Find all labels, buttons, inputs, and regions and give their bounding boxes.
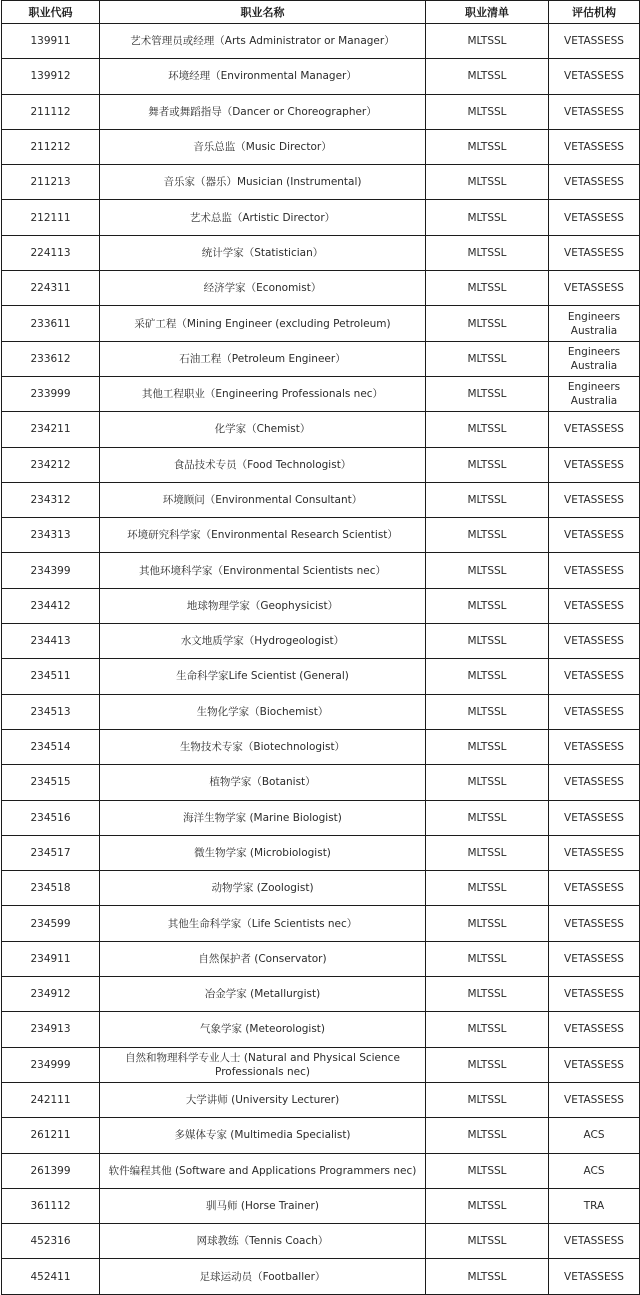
occupation-code-cell: 234913 bbox=[2, 1012, 100, 1047]
assessing-authority-cell: VETASSESS bbox=[549, 271, 640, 306]
table-row bbox=[2, 553, 640, 588]
occupation-list-cell: MLTSSL bbox=[426, 871, 549, 906]
occupation-name-cell: 其他工程职业（Engineering Professionals nec） bbox=[100, 376, 426, 411]
table-row bbox=[2, 659, 640, 694]
occupation-list-cell: MLTSSL bbox=[426, 835, 549, 870]
assessing-authority-cell: VETASSESS bbox=[549, 94, 640, 129]
occupation-name-cell: 自然保护者 (Conservator) bbox=[100, 941, 426, 976]
occupation-list-cell: MLTSSL bbox=[426, 376, 549, 411]
occupation-list-cell: MLTSSL bbox=[426, 977, 549, 1012]
assessing-authority-cell: VETASSESS bbox=[549, 977, 640, 1012]
table-row bbox=[2, 129, 640, 164]
assessing-authority-cell: VETASSESS bbox=[549, 659, 640, 694]
occupation-list-cell: MLTSSL bbox=[426, 200, 549, 235]
table-row bbox=[2, 624, 640, 659]
occupation-name-cell: 软件编程其他 (Software and Applications Programmers nec) bbox=[100, 1153, 426, 1188]
header-occupation-name: 职业名称 bbox=[100, 1, 426, 24]
table-row bbox=[2, 1259, 640, 1294]
occupation-list-cell: MLTSSL bbox=[426, 694, 549, 729]
occupation-name-cell: 环境顾问（Environmental Consultant） bbox=[100, 482, 426, 517]
assessing-authority-cell: VETASSESS bbox=[549, 1047, 640, 1082]
table-row bbox=[2, 977, 640, 1012]
occupation-code-cell: 234313 bbox=[2, 518, 100, 553]
occupation-name-cell: 植物学家（Botanist） bbox=[100, 765, 426, 800]
table-row bbox=[2, 1012, 640, 1047]
assessing-authority-cell: Engineers Australia bbox=[549, 306, 640, 341]
occupation-list-cell: MLTSSL bbox=[426, 482, 549, 517]
table-row bbox=[2, 235, 640, 270]
occupation-list-cell: MLTSSL bbox=[426, 906, 549, 941]
header-occupation-list: 职业清单 bbox=[426, 1, 549, 24]
occupation-code-cell: 234912 bbox=[2, 977, 100, 1012]
occupation-name-cell: 地球物理学家（Geophysicist） bbox=[100, 588, 426, 623]
table-row bbox=[2, 94, 640, 129]
occupation-list-cell: MLTSSL bbox=[426, 271, 549, 306]
occupation-code-cell: 452411 bbox=[2, 1259, 100, 1294]
assessing-authority-cell: VETASSESS bbox=[549, 518, 640, 553]
assessing-authority-cell: VETASSESS bbox=[549, 871, 640, 906]
occupation-code-cell: 234517 bbox=[2, 835, 100, 870]
table-row bbox=[2, 835, 640, 870]
occupation-code-cell: 211212 bbox=[2, 129, 100, 164]
table-row bbox=[2, 376, 640, 411]
occupation-list-cell: MLTSSL bbox=[426, 447, 549, 482]
occupation-list-cell: MLTSSL bbox=[426, 129, 549, 164]
table-row bbox=[2, 694, 640, 729]
occupation-name-cell: 艺术管理员或经理（Arts Administrator or Manager） bbox=[100, 24, 426, 59]
assessing-authority-cell: Engineers Australia bbox=[549, 341, 640, 376]
occupation-list-cell: MLTSSL bbox=[426, 24, 549, 59]
header-occupation-code: 职业代码 bbox=[2, 1, 100, 24]
table-row bbox=[2, 482, 640, 517]
table-row bbox=[2, 765, 640, 800]
occupation-code-cell: 234513 bbox=[2, 694, 100, 729]
assessing-authority-cell: VETASSESS bbox=[549, 59, 640, 94]
occupation-name-cell: 冶金学家 (Metallurgist) bbox=[100, 977, 426, 1012]
assessing-authority-cell: VETASSESS bbox=[549, 624, 640, 659]
occupation-list-cell: MLTSSL bbox=[426, 1153, 549, 1188]
occupation-name-cell: 石油工程（Petroleum Engineer） bbox=[100, 341, 426, 376]
table-row bbox=[2, 412, 640, 447]
occupation-name-cell: 自然和物理科学专业人士 (Natural and Physical Science Professionals nec) bbox=[100, 1047, 426, 1082]
occupation-name-cell: 大学讲师 (University Lecturer) bbox=[100, 1082, 426, 1117]
occupation-list-cell: MLTSSL bbox=[426, 624, 549, 659]
header-assessing-authority: 评估机构 bbox=[549, 1, 640, 24]
occupation-list-cell: MLTSSL bbox=[426, 1188, 549, 1223]
assessing-authority-cell: VETASSESS bbox=[549, 941, 640, 976]
occupation-code-cell: 234413 bbox=[2, 624, 100, 659]
occupation-list-cell: MLTSSL bbox=[426, 1224, 549, 1259]
occupation-name-cell: 足球运动员（Footballer） bbox=[100, 1259, 426, 1294]
occupation-code-cell: 234599 bbox=[2, 906, 100, 941]
assessing-authority-cell: VETASSESS bbox=[549, 1082, 640, 1117]
table-row bbox=[2, 200, 640, 235]
table-row bbox=[2, 24, 640, 59]
assessing-authority-cell: VETASSESS bbox=[549, 906, 640, 941]
occupation-code-cell: 234518 bbox=[2, 871, 100, 906]
occupation-code-cell: 452316 bbox=[2, 1224, 100, 1259]
occupation-list-cell: MLTSSL bbox=[426, 165, 549, 200]
occupation-list-cell: MLTSSL bbox=[426, 765, 549, 800]
occupation-code-cell: 261211 bbox=[2, 1118, 100, 1153]
occupation-code-cell: 233612 bbox=[2, 341, 100, 376]
occupation-code-cell: 234412 bbox=[2, 588, 100, 623]
occupation-name-cell: 驯马师 (Horse Trainer) bbox=[100, 1188, 426, 1223]
occupation-list-cell: MLTSSL bbox=[426, 659, 549, 694]
occupation-list-cell: MLTSSL bbox=[426, 588, 549, 623]
occupation-name-cell: 微生物学家 (Microbiologist) bbox=[100, 835, 426, 870]
occupation-name-cell: 舞者或舞蹈指导（Dancer or Choreographer） bbox=[100, 94, 426, 129]
occupation-list-cell: MLTSSL bbox=[426, 306, 549, 341]
table-row bbox=[2, 1047, 640, 1082]
assessing-authority-cell: ACS bbox=[549, 1153, 640, 1188]
assessing-authority-cell: VETASSESS bbox=[549, 835, 640, 870]
assessing-authority-cell: VETASSESS bbox=[549, 553, 640, 588]
occupation-list-cell: MLTSSL bbox=[426, 1082, 549, 1117]
occupation-code-cell: 211112 bbox=[2, 94, 100, 129]
table-row bbox=[2, 306, 640, 341]
table-row bbox=[2, 729, 640, 764]
table-row bbox=[2, 906, 640, 941]
occupation-list-cell: MLTSSL bbox=[426, 1259, 549, 1294]
occupation-code-cell: 224311 bbox=[2, 271, 100, 306]
table-row bbox=[2, 165, 640, 200]
occupation-code-cell: 233999 bbox=[2, 376, 100, 411]
occupation-name-cell: 动物学家 (Zoologist) bbox=[100, 871, 426, 906]
occupation-name-cell: 环境经理（Environmental Manager） bbox=[100, 59, 426, 94]
occupation-list-cell: MLTSSL bbox=[426, 1047, 549, 1082]
table-row bbox=[2, 871, 640, 906]
occupation-code-cell: 234516 bbox=[2, 800, 100, 835]
occupation-name-cell: 多媒体专家 (Multimedia Specialist) bbox=[100, 1118, 426, 1153]
occupation-code-cell: 234399 bbox=[2, 553, 100, 588]
occupation-code-cell: 242111 bbox=[2, 1082, 100, 1117]
occupation-code-cell: 361112 bbox=[2, 1188, 100, 1223]
occupation-name-cell: 生物技术专家（Biotechnologist） bbox=[100, 729, 426, 764]
occupation-name-cell: 音乐家（器乐）Musician (Instrumental) bbox=[100, 165, 426, 200]
table-row bbox=[2, 1118, 640, 1153]
occupation-list-cell: MLTSSL bbox=[426, 800, 549, 835]
assessing-authority-cell: Engineers Australia bbox=[549, 376, 640, 411]
occupation-code-cell: 224113 bbox=[2, 235, 100, 270]
occupation-code-cell: 234999 bbox=[2, 1047, 100, 1082]
assessing-authority-cell: VETASSESS bbox=[549, 129, 640, 164]
occupation-name-cell: 其他生命科学家（Life Scientists nec） bbox=[100, 906, 426, 941]
occupation-name-cell: 经济学家（Economist） bbox=[100, 271, 426, 306]
assessing-authority-cell: VETASSESS bbox=[549, 800, 640, 835]
occupation-name-cell: 海洋生物学家 (Marine Biologist) bbox=[100, 800, 426, 835]
occupation-code-cell: 234514 bbox=[2, 729, 100, 764]
occupation-name-cell: 环境研究科学家（Environmental Research Scientist） bbox=[100, 518, 426, 553]
occupation-table bbox=[1, 0, 640, 1295]
assessing-authority-cell: VETASSESS bbox=[549, 200, 640, 235]
table-row bbox=[2, 1224, 640, 1259]
occupation-list-cell: MLTSSL bbox=[426, 553, 549, 588]
occupation-list-cell: MLTSSL bbox=[426, 729, 549, 764]
occupation-code-cell: 139912 bbox=[2, 59, 100, 94]
occupation-name-cell: 化学家（Chemist） bbox=[100, 412, 426, 447]
occupation-name-cell: 艺术总监（Artistic Director） bbox=[100, 200, 426, 235]
occupation-name-cell: 食品技术专员（Food Technologist） bbox=[100, 447, 426, 482]
assessing-authority-cell: VETASSESS bbox=[549, 1224, 640, 1259]
table-header-row bbox=[2, 1, 640, 24]
assessing-authority-cell: VETASSESS bbox=[549, 24, 640, 59]
occupation-name-cell: 生命科学家Life Scientist (General) bbox=[100, 659, 426, 694]
assessing-authority-cell: VETASSESS bbox=[549, 412, 640, 447]
occupation-list-cell: MLTSSL bbox=[426, 59, 549, 94]
table-row bbox=[2, 800, 640, 835]
occupation-code-cell: 261399 bbox=[2, 1153, 100, 1188]
occupation-list-cell: MLTSSL bbox=[426, 1012, 549, 1047]
occupation-name-cell: 其他环境科学家（Environmental Scientists nec） bbox=[100, 553, 426, 588]
assessing-authority-cell: TRA bbox=[549, 1188, 640, 1223]
table-row bbox=[2, 588, 640, 623]
occupation-name-cell: 统计学家（Statistician） bbox=[100, 235, 426, 270]
table-row bbox=[2, 447, 640, 482]
occupation-list-cell: MLTSSL bbox=[426, 235, 549, 270]
occupation-code-cell: 212111 bbox=[2, 200, 100, 235]
assessing-authority-cell: VETASSESS bbox=[549, 165, 640, 200]
occupation-code-cell: 139911 bbox=[2, 24, 100, 59]
assessing-authority-cell: VETASSESS bbox=[549, 765, 640, 800]
assessing-authority-cell: VETASSESS bbox=[549, 1012, 640, 1047]
table-row bbox=[2, 271, 640, 306]
occupation-name-cell: 网球教练（Tennis Coach） bbox=[100, 1224, 426, 1259]
occupation-code-cell: 211213 bbox=[2, 165, 100, 200]
occupation-name-cell: 气象学家 (Meteorologist) bbox=[100, 1012, 426, 1047]
assessing-authority-cell: VETASSESS bbox=[549, 482, 640, 517]
occupation-list-cell: MLTSSL bbox=[426, 341, 549, 376]
occupation-code-cell: 234911 bbox=[2, 941, 100, 976]
table-body bbox=[2, 24, 640, 1295]
table-row bbox=[2, 1188, 640, 1223]
assessing-authority-cell: VETASSESS bbox=[549, 1259, 640, 1294]
assessing-authority-cell: VETASSESS bbox=[549, 235, 640, 270]
occupation-code-cell: 234211 bbox=[2, 412, 100, 447]
table-row bbox=[2, 941, 640, 976]
occupation-code-cell: 234212 bbox=[2, 447, 100, 482]
occupation-name-cell: 生物化学家（Biochemist） bbox=[100, 694, 426, 729]
occupation-code-cell: 233611 bbox=[2, 306, 100, 341]
assessing-authority-cell: VETASSESS bbox=[549, 447, 640, 482]
occupation-name-cell: 音乐总监（Music Director） bbox=[100, 129, 426, 164]
occupation-code-cell: 234515 bbox=[2, 765, 100, 800]
table-row bbox=[2, 341, 640, 376]
occupation-code-cell: 234312 bbox=[2, 482, 100, 517]
occupation-name-cell: 水文地质学家（Hydrogeologist） bbox=[100, 624, 426, 659]
occupation-list-cell: MLTSSL bbox=[426, 941, 549, 976]
assessing-authority-cell: ACS bbox=[549, 1118, 640, 1153]
occupation-list-cell: MLTSSL bbox=[426, 412, 549, 447]
assessing-authority-cell: VETASSESS bbox=[549, 588, 640, 623]
table-row bbox=[2, 518, 640, 553]
occupation-list-cell: MLTSSL bbox=[426, 94, 549, 129]
table-row bbox=[2, 1082, 640, 1117]
occupation-list-cell: MLTSSL bbox=[426, 518, 549, 553]
assessing-authority-cell: VETASSESS bbox=[549, 729, 640, 764]
table-row bbox=[2, 1153, 640, 1188]
table-row bbox=[2, 59, 640, 94]
occupation-name-cell: 采矿工程（Mining Engineer (excluding Petroleum) bbox=[100, 306, 426, 341]
occupation-list-cell: MLTSSL bbox=[426, 1118, 549, 1153]
assessing-authority-cell: VETASSESS bbox=[549, 694, 640, 729]
occupation-code-cell: 234511 bbox=[2, 659, 100, 694]
